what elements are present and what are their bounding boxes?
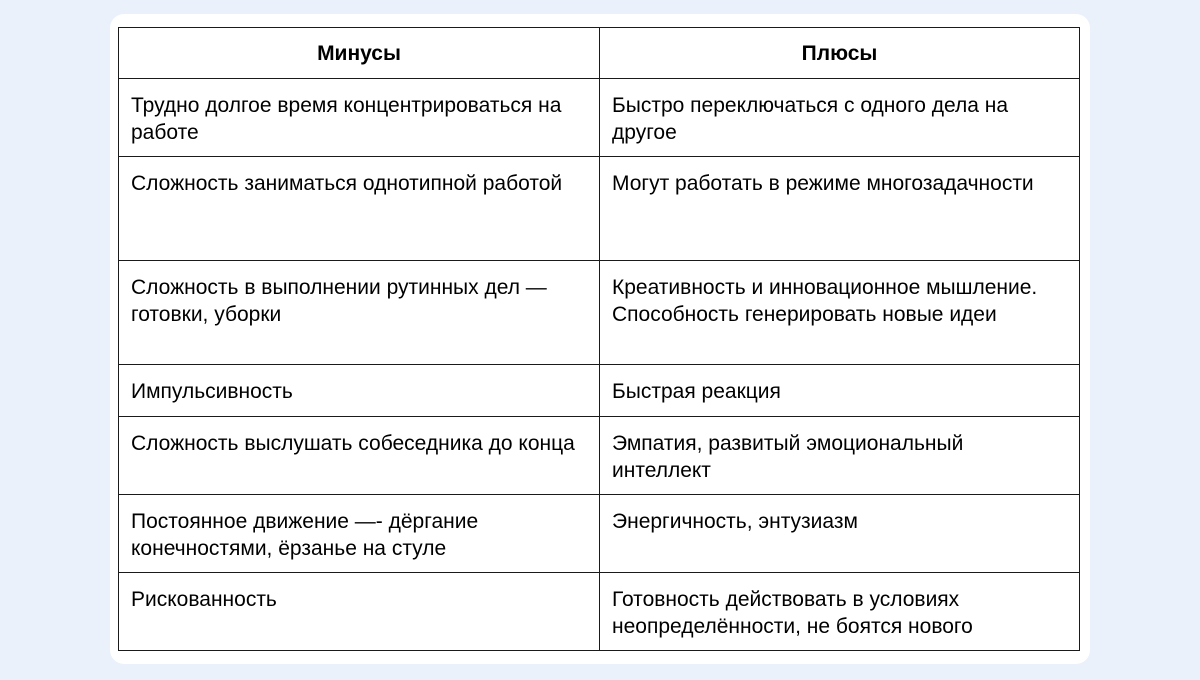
table-row [119, 573, 1080, 651]
header-plus: Плюсы [600, 28, 1080, 79]
plus-cell: Быстрая реакция [600, 365, 1080, 417]
plus-cell: Эмпатия, развитый эмоциональный интеллект [600, 417, 1080, 495]
table-row [119, 79, 1080, 157]
header-minus: Минусы [119, 28, 600, 79]
table-header-row [119, 28, 1080, 79]
plus-cell: Быстро переключаться с одного дела на другое [600, 79, 1080, 157]
table-row [119, 417, 1080, 495]
minus-cell: Сложность в выполнении рутинных дел — готовки, уборки [119, 261, 600, 365]
table-row [119, 261, 1080, 365]
minus-cell: Сложность заниматься однотипной работой [119, 157, 600, 261]
plus-cell: Энергичность, энтузиазм [600, 495, 1080, 573]
table-card [110, 14, 1090, 664]
table-row [119, 495, 1080, 573]
minus-cell: Сложность выслушать собеседника до конца [119, 417, 600, 495]
minus-cell: Рискованность [119, 573, 600, 651]
table-row [119, 365, 1080, 417]
pros-cons-table [118, 27, 1080, 651]
minus-cell: Постоянное движение —- дёргание конечностями, ёрзанье на стуле [119, 495, 600, 573]
plus-cell: Могут работать в режиме многозадачности [600, 157, 1080, 261]
minus-cell: Трудно долгое время концентрироваться на работе [119, 79, 600, 157]
minus-cell: Импульсивность [119, 365, 600, 417]
table-row [119, 157, 1080, 261]
plus-cell: Креативность и инновационное мышление. Способность генерировать новые идеи [600, 261, 1080, 365]
plus-cell: Готовность действовать в условиях неопределённости, не боятся нового [600, 573, 1080, 651]
